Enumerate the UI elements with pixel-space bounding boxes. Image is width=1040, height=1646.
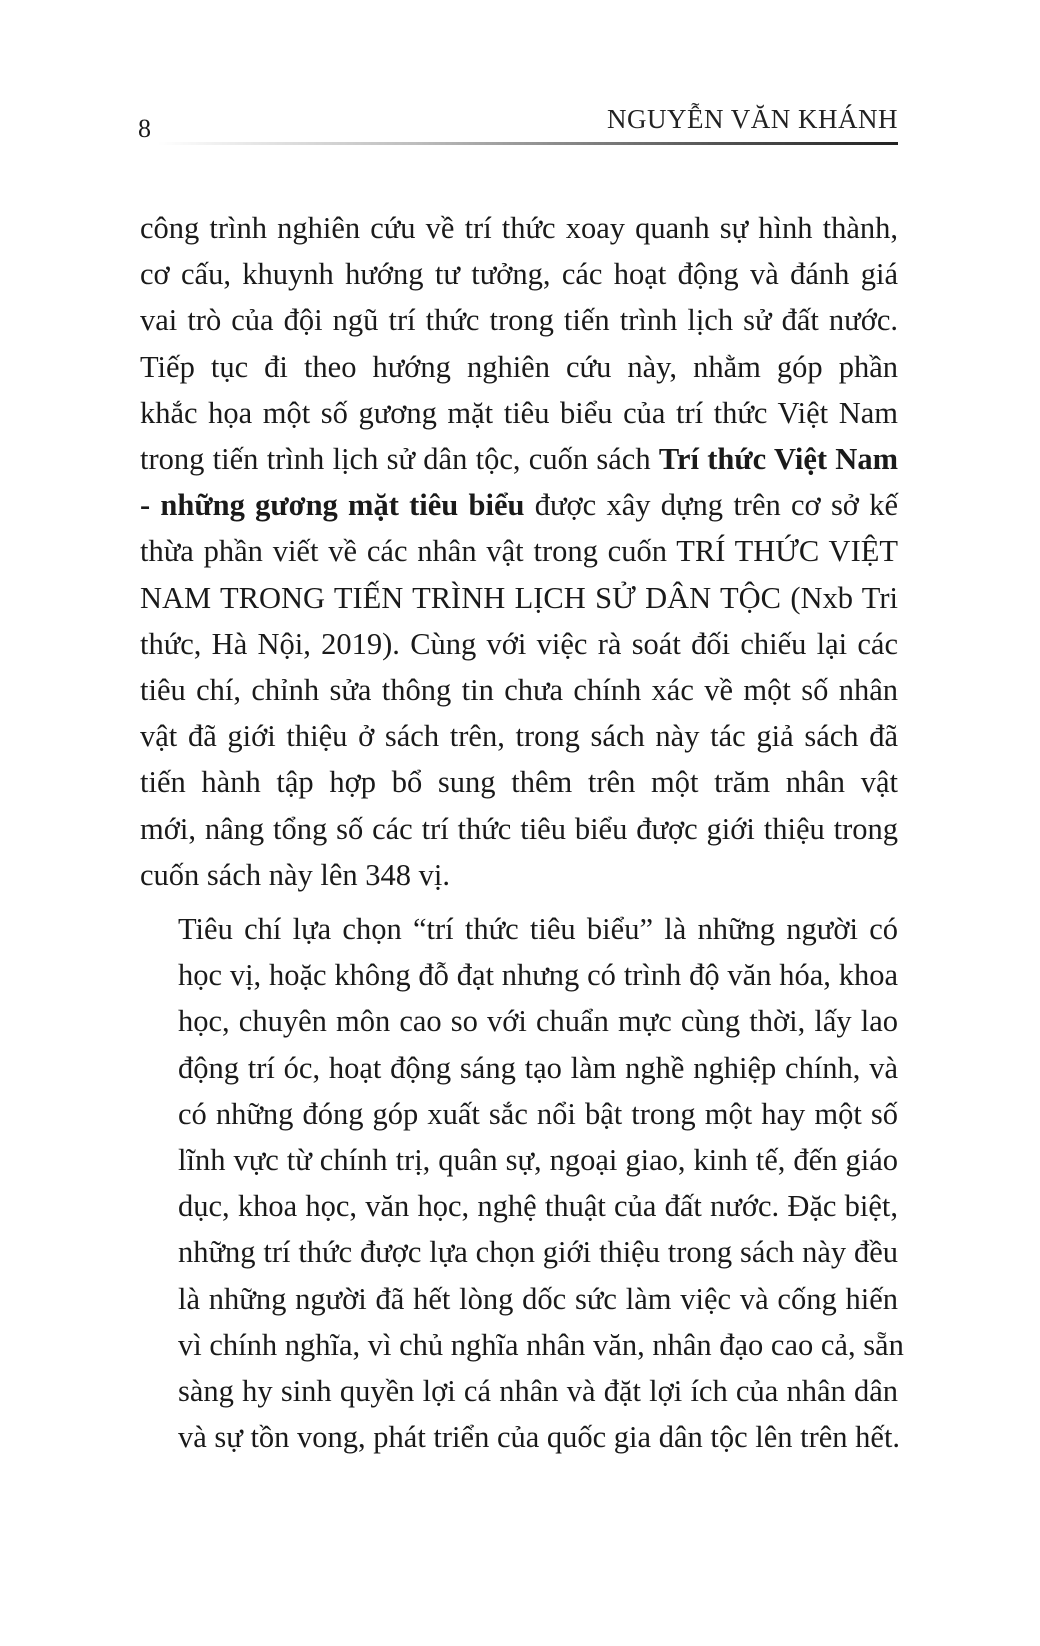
header-rule <box>158 142 898 145</box>
text-line: và sự tồn vong, phát triển của quốc gia dân tộc lên trên hết. <box>178 1420 901 1455</box>
text-line <box>140 436 898 482</box>
text-line: những trí thức được lựa chọn giới thiệu trong sách này đều <box>178 1235 898 1270</box>
body-text <box>140 205 904 1460</box>
text-line: có những đóng góp xuất sắc nổi bật trong một hay một số <box>178 1096 898 1131</box>
text-line: động trí óc, hoạt động sáng tạo làm nghề nghiệp chính, và <box>178 1050 898 1085</box>
book-title-bold: - những gương mặt tiêu biểu <box>140 488 525 523</box>
text-line: tiêu chí, chỉnh sửa thông tin chưa chính xác về một số nhân <box>140 673 898 708</box>
text-line: lĩnh vực từ chính trị, quân sự, ngoại giao, kinh tế, đến giáo <box>178 1143 898 1178</box>
text-line: NAM TRONG TIẾN TRÌNH LỊCH SỬ DÂN TỘC (Nxb Tri <box>140 580 898 615</box>
paragraph-2 <box>140 906 904 1460</box>
text-line: vì chính nghĩa, vì chủ nghĩa nhân văn, nhân đạo cao cả, sẵn <box>178 1327 904 1362</box>
text-line: sàng hy sinh quyền lợi cá nhân và đặt lợi ích của nhân dân <box>178 1374 898 1409</box>
text-line: cuốn sách này lên 348 vị. <box>140 857 451 892</box>
text-line: tiến hành tập hợp bổ sung thêm trên một trăm nhân vật <box>140 765 898 800</box>
text-line: vai trò của đội ngũ trí thức trong tiến trình lịch sử đất nước. <box>140 303 898 338</box>
text-line: công trình nghiên cứu về trí thức xoay quanh sự hình thành, <box>140 211 898 245</box>
text-line: là những người đã hết lòng dốc sức làm việc và cống hiến <box>178 1281 898 1316</box>
book-title-bold: Trí thức Việt Nam <box>658 442 898 477</box>
page-header <box>138 96 898 144</box>
running-head-author: NGUYỄN VĂN KHÁNH <box>607 104 898 134</box>
text-line: thừa phần viết về các nhân vật trong cuốn TRÍ THỨC VIỆT <box>140 534 898 569</box>
page-number: 8 <box>138 114 151 143</box>
text-line: học, chuyên môn cao so với chuẩn mực cùng thời, lấy lao <box>178 1004 898 1039</box>
text-run: được xây dựng trên cơ sở kế <box>524 488 898 523</box>
text-line: mới, nâng tổng số các trí thức tiêu biểu được giới thiệu trong <box>140 811 898 846</box>
text-line: thức, Hà Nội, 2019). Cùng với việc rà soát đối chiếu lại các <box>140 626 898 661</box>
text-line: vật đã giới thiệu ở sách trên, trong sách này tác giả sách đã <box>140 719 898 754</box>
text-line: cơ cấu, khuynh hướng tư tưởng, các hoạt động và đánh giá <box>140 257 898 292</box>
text-run: trong tiến trình lịch sử dân tộc, cuốn sách <box>140 442 659 477</box>
text-line: dục, khoa học, văn học, nghệ thuật của đất nước. Đặc biệt, <box>178 1189 898 1224</box>
text-line: học vị, hoặc không đỗ đạt nhưng có trình độ văn hóa, khoa <box>178 958 898 993</box>
text-line: khắc họa một số gương mặt tiêu biểu của trí thức Việt Nam <box>140 395 898 430</box>
text-line <box>140 482 898 528</box>
text-line: Tiếp tục đi theo hướng nghiên cứu này, nhằm góp phần <box>140 349 898 384</box>
paragraph-1 <box>140 205 898 898</box>
text-line: Tiêu chí lựa chọn “trí thức tiêu biểu” là những người có <box>178 912 898 947</box>
